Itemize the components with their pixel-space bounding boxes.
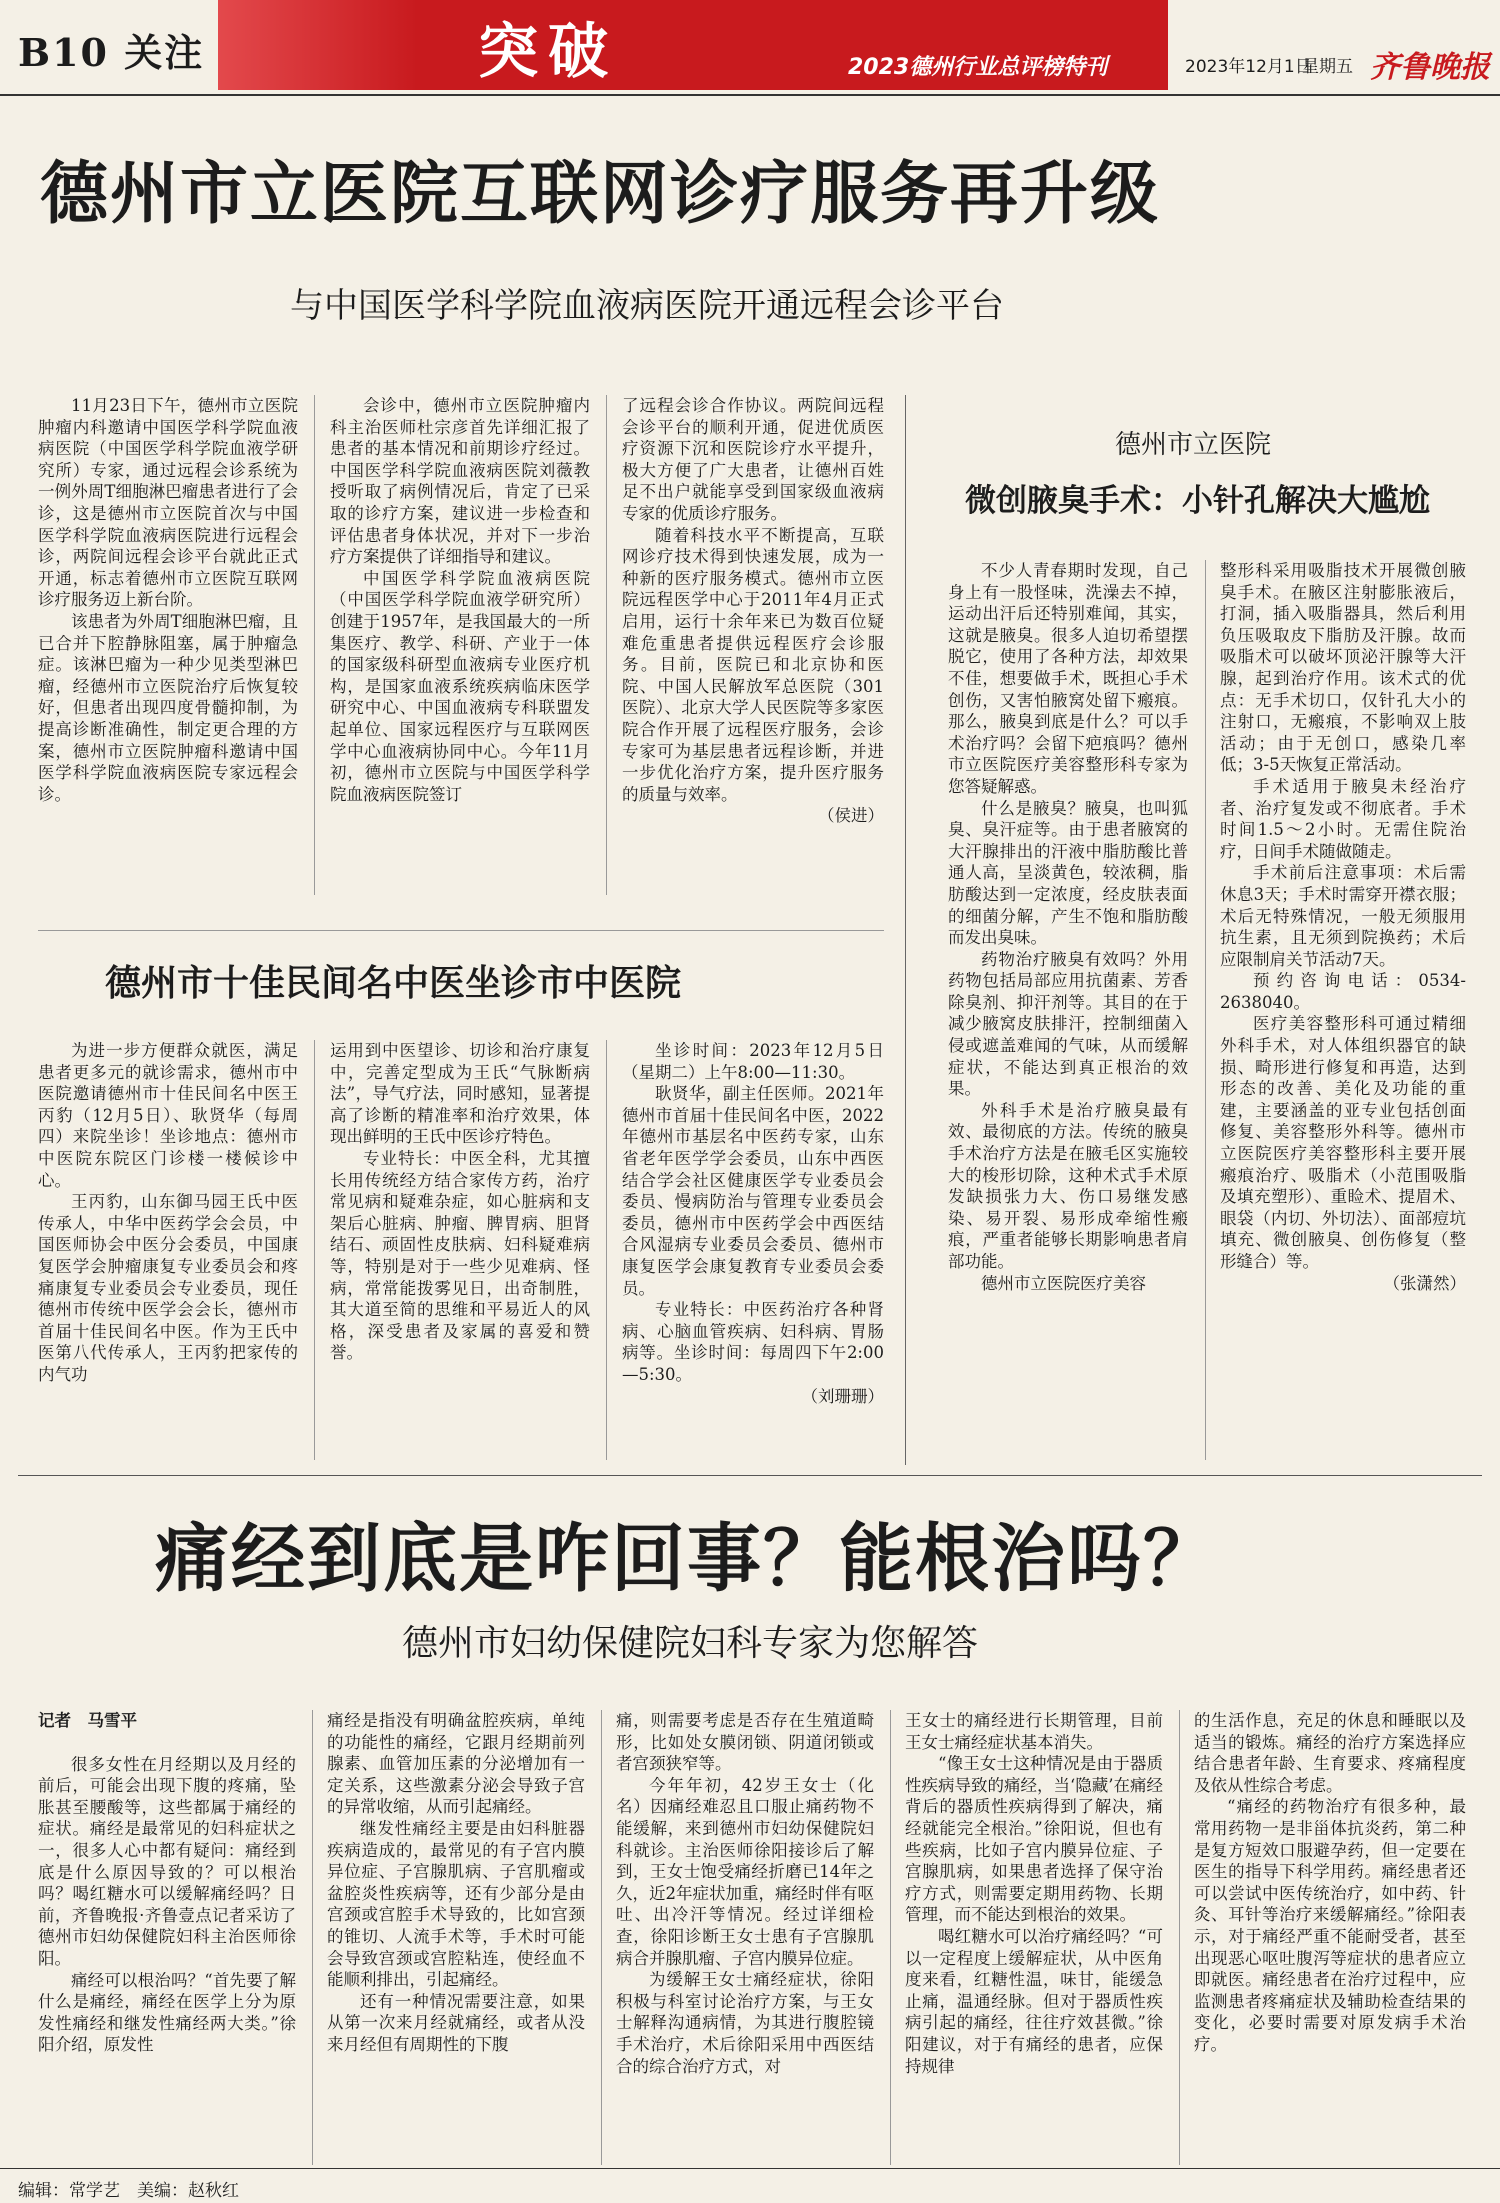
paragraph: 痛，则需要考虑是否存在生殖道畸形，比如处女膜闭锁、阴道闭锁或者宫颈狭窄等。 xyxy=(616,1711,874,1774)
paragraph: 很多女性在月经期以及月经的前后，可能会出现下腹的疼痛，坠胀甚至腰酸等，这些都属于痛经的症状。痛经是最常见的妇科症状之一，很多人心中都有疑问：痛经到底是什么原因导致的？可以根治吗？喝红糖水可以缓解痛经吗？日前，齐鲁晚报·齐鲁壹点记者采访了德州市妇幼保健院妇科主治医师徐阳。 xyxy=(38,1754,296,1968)
paragraph: 会诊中，德州市立医院肿瘤内科主治医师杜宗彦首先详细汇报了患者的基本情况和前期诊疗经过。中国医学科学院血液病医院刘薇教授听取了病例情况后，肯定了已采取的诊疗方案，建议进一步检查和评估患者身体状况，并对下一步治疗方案提供了详细指导和建议。 xyxy=(330,396,590,567)
paragraph: 王女士的痛经进行长期管理，目前王女士痛经症状基本消失。 xyxy=(905,1711,1163,1752)
article1-column-1 xyxy=(38,395,298,805)
paragraph: 耿贤华，副主任医师。2021年德州市首届十佳民间名中医，2022年德州市基层名中医药专家，山东省老年医学学会委员，山东中西医结合学会社区健康医学专业委员会委员、慢病防治与管理专业委员会委员，德州市中医药学会中西医结合风湿病专业委员会委员、德州市康复医学会康复教育专业委员会委员。 xyxy=(622,1084,884,1298)
paragraph: 手术适用于腋臭未经治疗者、治疗复发或不彻底者。手术时间1.5～2小时。无需住院治疗，日间手术随做随走。 xyxy=(1220,776,1466,861)
paragraph: 11月23日下午，德州市立医院肿瘤内科邀请中国医学科学院血液病医院（中国医学科学院血液学研究所）专家，通过远程会诊系统为一例外周T细胞淋巴瘤患者进行了会诊，这是德州市立医院首次与中国医学科学院血液病医院进行远程会诊，两院间远程会诊平台就此正式开通，标志着德州市立医院互联网诊疗服务迈上新台阶。 xyxy=(38,396,298,610)
paragraph: 医疗美容整形科可通过精细外科手术，对人体组织器官的缺损、畸形进行修复和再造，达到形态的改善、美化及功能的重建，主要涵盖的亚专业包括创面修复、美容整形外科等。德州市立医院医疗美容整形科主要开展瘢痕治疗、吸脂术（小范围吸脂及填充塑形）、重睑术、提眉术、眼袋（内切、外切法）、面部痘坑填充、微创腋臭、创伤修复（整形缝合）等。 xyxy=(1220,1014,1466,1271)
article4-title: 痛经到底是咋回事？能根治吗？ xyxy=(155,1516,1219,1602)
paragraph: 预约咨询电话：0534-2638040。 xyxy=(1220,971,1466,1012)
banner xyxy=(218,0,1168,90)
paragraph: 的生活作息，充足的休息和睡眠以及适当的锻炼。痛经的治疗方案选择应结合患者年龄、生育要求、疼痛程度及依从性综合考虑。 xyxy=(1194,1711,1466,1795)
article2-signature: （刘珊珊） xyxy=(801,1386,884,1406)
paragraph: 今年年初，42岁王女士（化名）因痛经难忍且口服止痛药物不能缓解，来到德州市妇幼保健院妇科就诊。主治医师徐阳接诊后了解到，王女士饱受痛经折磨已14年之久，近2年症状加重，痛经时伴有呕吐、出冷汗等情况。经过详细检查，徐阳诊断王女士患有子宫腺肌病合并腺肌瘤、子宫内膜异位症。 xyxy=(616,1775,874,1968)
footer-rule xyxy=(0,2168,1500,2169)
header-rule xyxy=(0,94,1500,96)
paragraph: 什么是腋臭？腋臭，也叫狐臭、臭汗症等。由于患者腋窝的大汗腺排出的汗液中脂肪酸比普通人高，呈淡黄色，较浓稠，脂肪酸达到一定浓度，经皮肤表面的细菌分解，产生不饱和脂肪酸而发出臭味。 xyxy=(948,798,1188,948)
article4-byline: 记者 马雪平 xyxy=(38,1711,137,1730)
paragraph: 德州市立医院医疗美容 xyxy=(981,1273,1146,1293)
column-divider xyxy=(890,1710,891,2165)
paragraph: 还有一种情况需要注意，如果从第一次来月经就痛经，或者从没来月经但有周期性的下腹 xyxy=(327,1991,585,2054)
column-divider xyxy=(606,1040,607,1460)
editor-credits: 编辑：常学艺 美编：赵秋红 xyxy=(18,2181,239,2201)
paragraph: 专业特长：中医全科，尤其擅长用传统经方结合家传方药，治疗常见病和疑难杂症，如心脏病和支架后心脏病、肿瘤、脾胃病、胆肾结石、顽固性皮肤病、妇科疑难病等，特别是对于一些少见难病、怪病，常常能拨雾见日，出奇制胜，其大道至简的思维和平易近人的风格，深受患者及家属的喜爱和赞誉。 xyxy=(330,1148,590,1363)
article1-title: 德州市立医院互联网诊疗服务再升级 xyxy=(40,154,1161,234)
paragraph: 为进一步方便群众就医，满足患者更多元的就诊需求，德州市中医院邀请德州市十佳民间名中医王丙豹（12月5日）、耿贤华（每周四）来院坐诊！坐诊地点：德州市中医院东院区门诊楼一楼候诊中心。 xyxy=(38,1041,298,1190)
column-divider xyxy=(314,395,315,895)
page-label: B10 关注 xyxy=(18,30,205,75)
paragraph: 整形科采用吸脂技术开展微创腋臭手术。在腋区注射膨胀液后，打洞，插入吸脂器具，然后利用负压吸取皮下脂肪及汗腺。故而吸脂术可以破坏顶泌汗腺等大汗腺，起到治疗作用。该术式的优点：无手术切口，仅针孔大小的注射口，无瘢痕，不影响双上肢活动；由于无创口，感染几率低；3-5天恢复正常活动。 xyxy=(1220,561,1466,775)
article2-column-3 xyxy=(622,1040,884,1407)
paragraph: “像王女士这种情况是由于器质性疾病导致的痛经，当‘隐藏’在痛经背后的器质性疾病得到了解决，痛经就能完全根治。”徐阳说，但也有些疾病，比如子宫内膜异位症、子宫腺肌病，如果患者选择了保守治疗方式，则需要定期用药物、长期管理，而不能达到根治的效果。 xyxy=(905,1754,1163,1925)
paragraph: 为缓解王女士痛经症状，徐阳积极与科室讨论治疗方案，与王女士解释沟通病情，为其进行腹腔镜手术治疗，术后徐阳采用中西医结合的综合治疗方式，对 xyxy=(616,1970,874,2076)
paragraph: 王丙豹，山东御马园王氏中医传承人，中华中医药学会会员，中国医师协会中医分会委员，中国康复医学会肿瘤康复专业委员会和疼痛康复专业委员会专业委员，现任德州市传统中医学会会长，德州市首届十佳民间名中医。作为王氏中医第八代传承人，王丙豹把家传的内气功 xyxy=(38,1192,298,1384)
paragraph: 痛经可以根治吗？“首先要了解什么是痛经，痛经在医学上分为原发性痛经和继发性痛经两大类。”徐阳介绍，原发性 xyxy=(38,1970,296,2055)
paragraph: 手术前后注意事项：术后需休息3天；手术时需穿开襟衣服；术后无特殊情况，一般无须服用抗生素，且无须到院换药；术后应限制肩关节活动7天。 xyxy=(1220,863,1466,969)
article4-column-2 xyxy=(327,1710,585,2056)
paragraph: 外科手术是治疗腋臭最有效、最彻底的方法。传统的腋臭手术治疗方法是在腋毛区实施较大的梭形切除，这种术式手术原发缺损张力大、伤口易继发感染、易开裂、易形成牵缩性瘢痕，严重者能够长期影响患者肩部功能。 xyxy=(948,1100,1188,1271)
article3-signature: （张潇然） xyxy=(1383,1273,1466,1293)
column-divider xyxy=(1205,560,1206,1460)
issue-weekday: 星期五 xyxy=(1302,57,1353,77)
article3-column-2 xyxy=(1220,560,1466,1294)
article1-column-2 xyxy=(330,395,590,805)
column-divider xyxy=(1179,1710,1180,2165)
article4-column-5 xyxy=(1194,1710,1466,2056)
article4-subtitle: 德州市妇幼保健院妇科专家为您解答 xyxy=(402,1623,979,1664)
paragraph: 不少人青春期时发现，自己身上有一股怪味，洗澡去不掉，运动出汗后还特别难闻，其实，这就是腋臭。很多人迫切希望摆脱它，使用了各种方法，却效果不佳，想要做手术，既担心手术创伤，又害怕腋窝处留下瘢痕。那么，腋臭到底是什么？可以手术治疗吗？会留下疤痕吗？德州市立医院医疗美容整形科专家为您答疑解惑。 xyxy=(948,561,1188,796)
paragraph: 了远程会诊合作协议。两院间远程会诊平台的顺利开通，促进优质医疗资源下沉和医院诊疗水平提升，极大方便了广大患者，让德州百姓足不出户就能享受到国家级血液病专家的优质诊疗服务。 xyxy=(622,396,884,523)
paragraph: 喝红糖水可以治疗痛经吗？“可以一定程度上缓解症状，从中医角度来看，红糖性温，味甘，能缓急止痛，温通经脉。但对于器质性疾病引起的痛经，往往疗效甚微。”徐阳建议，对于有痛经的患者，应保持规律 xyxy=(905,1926,1163,2076)
paragraph: 药物治疗腋臭有效吗？外用药物包括局部应用抗菌素、芳香除臭剂、抑汗剂等。其目的在于减少腋窝皮肤排汗，控制细菌入侵或遮盖难闻的气味，从而缓解症状，不能达到真正根治的效果。 xyxy=(948,949,1188,1099)
article4-column-1 xyxy=(38,1710,296,2056)
paragraph: 坐诊时间：2023年12月5日（星期二）上午8:00—11:30。 xyxy=(622,1041,884,1082)
paragraph: 专业特长：中医药治疗各种肾病、心脑血管疾病、妇科病、胃肠病等。坐诊时间：每周四下午2:00—5:30。 xyxy=(622,1300,884,1384)
article2-column-2 xyxy=(330,1040,590,1364)
article2-title: 德州市十佳民间名中医坐诊市中医院 xyxy=(105,962,682,1004)
banner-subtitle: 2023德州行业总评榜特刊 xyxy=(848,55,1108,80)
column-divider xyxy=(312,1710,313,2165)
column-divider xyxy=(601,1710,602,2165)
paragraph: 痛经是指没有明确盆腔疾病，单纯的功能性的痛经，它跟月经期前列腺素、血管加压素的分泌增加有一定关系，这些激素分泌会导致子宫的异常收缩，从而引起痛经。 xyxy=(327,1711,585,1817)
section-rule xyxy=(38,930,884,931)
article3-title: 微创腋臭手术：小针孔解决大尴尬 xyxy=(965,483,1430,519)
paragraph: 该患者为外周T细胞淋巴瘤，且已合并下腔静脉阻塞，属于肿瘤急症。该淋巴瘤为一种少见类型淋巴瘤，经德州市立医院治疗后恢复较好，但患者出现四度骨髓抑制，为提高诊断准确性，制定更合理的方案，德州市立医院肿瘤科邀请中国医学科学院血液病医院专家远程会诊。 xyxy=(38,611,298,804)
article2-column-1 xyxy=(38,1040,298,1386)
issue-date: 2023年12月1日 xyxy=(1185,57,1312,77)
newspaper-name: 齐鲁晚报 xyxy=(1370,50,1490,85)
article3-source: 德州市立医院 xyxy=(1115,430,1272,460)
paragraph: “痛经的药物治疗有很多种，最常用药物一是非甾体抗炎药，第二种是复方短效口服避孕药，但一定要在医生的指导下科学用药。痛经患者还可以尝试中医传统治疗，如中药、针灸、耳针等治疗来缓解痛经。”徐阳表示，对于痛经严重不能耐受者，甚至出现恶心呕吐腹泻等症状的患者应立即就医。痛经患者在治疗过程中，应监测患者疼痛症状及辅助检查结果的变化，必要时需要对原发病手术治疗。 xyxy=(1194,1797,1466,2054)
section-divider xyxy=(905,395,906,1465)
article1-column-3 xyxy=(622,395,884,827)
paragraph: 中国医学科学院血液病医院（中国医学科学院血液学研究所）创建于1957年，是我国最大的一所集医疗、教学、科研、产业于一体的国家级科研型血液病专业医疗机构，是国家血液系统疾病临床医学研究中心、中国血液病专科联盟发起单位、国家远程医疗与互联网医学中心血液病协同中心。今年11月初，德州市立医院与中国医学科学院血液病医院签订 xyxy=(330,568,590,804)
paragraph: 运用到中医望诊、切诊和治疗康复中，完善定型成为王氏“气脉断病法”，导气疗法，同时感知，显著提高了诊断的精准率和治疗效果，体现出鲜明的王氏中医诊疗特色。 xyxy=(330,1041,590,1147)
article4-column-4 xyxy=(905,1710,1163,2077)
column-divider xyxy=(314,1040,315,1460)
article3-column-1 xyxy=(948,560,1188,1294)
column-divider xyxy=(606,395,607,895)
article4-column-3 xyxy=(616,1710,874,2077)
article1-signature: （侯进） xyxy=(818,806,884,826)
section-rule xyxy=(18,1475,1482,1476)
paragraph: 继发性痛经主要是由妇科脏器疾病造成的，最常见的有子宫内膜异位症、子宫腺肌病、子宫肌瘤或盆腔炎性疾病等，还有少部分是由宫颈或宫腔手术导致的，比如宫颈的锥切、人流手术等，手术时可能会导致宫颈或宫腔粘连，使经血不能顺利排出，引起痛经。 xyxy=(327,1818,585,1990)
article1-subtitle: 与中国医学科学院血液病医院开通远程会诊平台 xyxy=(290,286,1004,326)
paragraph: 随着科技水平不断提高，互联网诊疗技术得到快速发展，成为一种新的医疗服务模式。德州市立医院远程医学中心于2011年4月正式启用，运行十余年来已为数百位疑难危重患者提供远程医疗会诊服务。目前，医院已和北京协和医院、中国人民解放军总医院（301医院）、北京大学人民医院等多家医院合作开展了远程医疗服务，会诊专家可为基层患者远程诊断，并进一步优化治疗方案，提升医疗服务的质量与效率。 xyxy=(622,525,884,804)
banner-main-title: 突破 xyxy=(478,17,618,87)
